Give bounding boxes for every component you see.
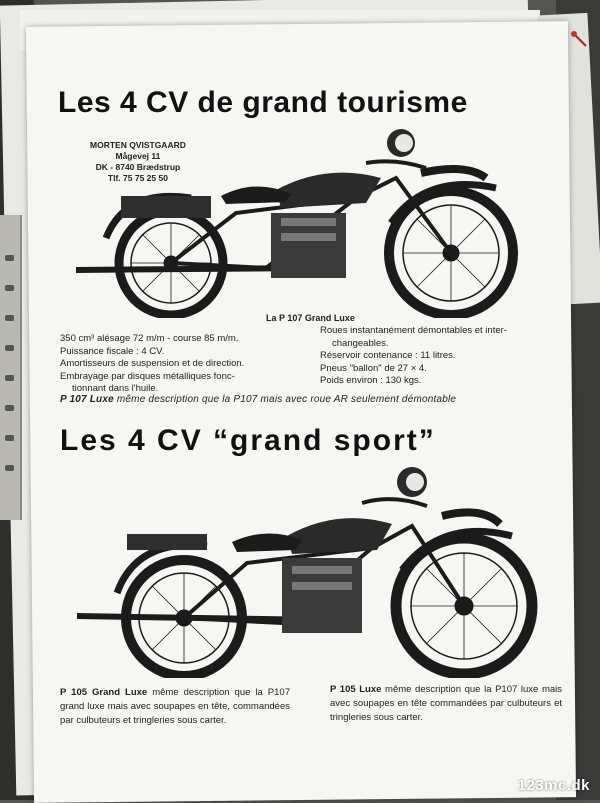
dealer-phone: Tlf. 75 75 25 50 [107, 173, 168, 183]
dealer-street: Mågevej 11 [115, 151, 161, 161]
sport-motorcycle-illustration [72, 458, 542, 678]
p105-luxe-text: même description que la P107 luxe mais avec soupapes en tête commandées par culbuteurs et tringleries sous carter. [330, 684, 562, 723]
poster-title-bottom: Les 4 CV “grand sport” [60, 424, 436, 457]
watermark: 123mc.dk [517, 777, 590, 794]
p107-text: même description que la P107 mais avec roue AR seulement démontable [116, 394, 457, 405]
spec-line: Embrayage par disques métalliques fonc- [60, 370, 235, 382]
p105-luxe-model: P 105 Luxe [330, 684, 382, 695]
p105-grand-luxe-description [60, 686, 290, 728]
p107-model: P 107 Luxe [60, 394, 114, 405]
binding-machine [0, 215, 22, 520]
specs-right-column [320, 325, 550, 388]
p105-grand-luxe-model: P 105 Grand Luxe [60, 687, 148, 698]
dealer-name: MORTEN QVISTGAARD [90, 140, 186, 150]
poster-title-top: Les 4 CV de grand tourisme [58, 86, 468, 119]
spec-line: tionnant dans l'huile. [72, 383, 159, 394]
specs-left-column [60, 333, 296, 396]
spec-line: Réservoir contenance : 11 litres. [320, 350, 456, 361]
spec-line: Roues instantanément démontables et inter- [320, 325, 507, 336]
push-pin-icon [570, 30, 588, 48]
p105-grand-luxe-text: même description que la P107 grand luxe mais avec soupapes en tête, commandées par culbuteurs et tringleries sous carter. [60, 687, 290, 726]
bike-1-caption: La P 107 Grand Luxe [266, 313, 355, 323]
p107-luxe-note [60, 394, 456, 405]
spec-line: Poids environ : 130 kgs. [320, 375, 422, 386]
spec-line: Amortisseurs de suspension et de direction. [60, 358, 245, 369]
touring-motorcycle-illustration [66, 118, 536, 318]
p105-luxe-description [330, 683, 562, 725]
dealer-city: DK - 8740 Brædstrup [95, 162, 181, 172]
spec-line: 350 cm³ alésage 72 m/m - course 85 m/m. [60, 333, 239, 344]
spec-line: Pneus "ballon" de 27 × 4. [320, 362, 427, 374]
spec-line: Puissance fiscale : 4 CV. [60, 345, 165, 357]
spec-line: changeables. [332, 337, 389, 349]
